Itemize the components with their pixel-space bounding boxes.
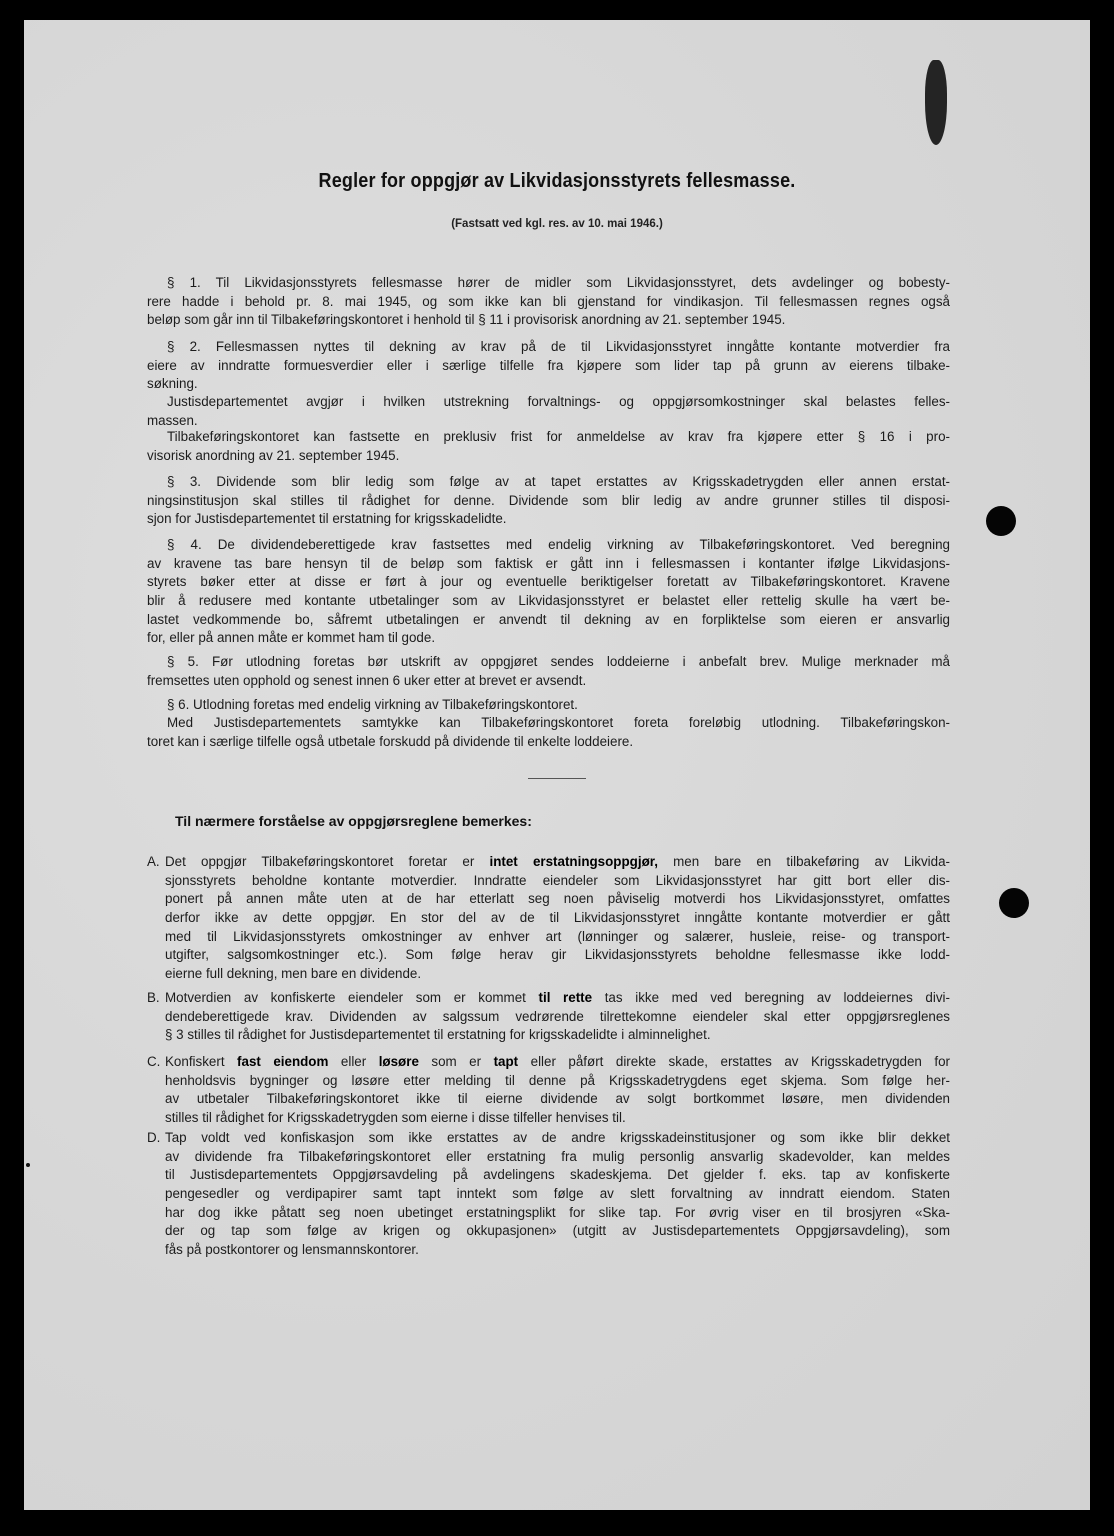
text-line: derfor ikke av dette oppgjør. En stor del av de til Likvidasjonsstyret inngåtte kontante motverdier er gått [165,910,950,926]
text-line: sjon for Justisdepartementet til erstatning for krigsskadelidte. [147,511,507,527]
paragraph [147,696,950,715]
text-segment: som er [418,1054,494,1069]
notes-heading: Til nærmere forståelse av oppgjørsreglene bemerkes: [175,813,532,829]
text-line [147,853,950,872]
text-segment: Motverdien av konfiskerte eiendeler som er kommet [165,990,539,1005]
text-line: fremsettes uten opphold og senest innen 6 uker etter at brevet er avsendt. [147,672,587,688]
text-line: henholdsvis bygninger og løsøre etter melding til denne på Krigsskadetrygdens eget skjema. Som følge her- [165,1072,950,1088]
note-item [147,989,950,1045]
text-line: styrets bøker etter at disse er ført à jour og eventuelle beriktigelser foretatt av Tilbakeføringskontoret. Kravene [147,574,950,590]
text-line: toret kan i særlige tilfelle også utbetale forskudd på dividende til enkelte loddeiere. [147,733,634,749]
text-line: eierne full dekning, men bare en dividende. [165,966,422,982]
paragraph [147,338,950,394]
separator-line [528,778,586,779]
text-line: § 6. Utlodning foretas med endelig virkning av Tilbakeføringskontoret. [167,697,578,712]
text-line: av kravene tas bare hensyn til de beløp som faktisk er gått inn i fellesmassen i kontanter ifølge Likvidasjons- [147,555,950,571]
punch-hole [986,506,1016,536]
text-line: lastet vedkommende bo, såfremt utbetalingen er anvendt til dekning av en forpliktelse som eieren er ansvarlig [147,611,950,627]
text-line: pengesedler og verdipapirer samt tapt inntekt som følge av slett forvaltning av inndratt eiendom. Staten [165,1186,950,1202]
bold-text: tapt [493,1054,519,1069]
bold-text: fast eiendom [237,1054,329,1069]
note-item [147,1053,950,1128]
text-line: for, eller på annen måte er kommet ham til gode. [147,630,436,646]
bold-text: til rette [538,990,593,1005]
text-segment: eller påført direkte skade, erstattes av Krigsskadetrygden for [518,1054,951,1069]
text-line: Justisdepartementet avgjør i hvilken utstrekning forvaltnings- og oppgjørsomkostninger skal belastes felles- [167,394,950,409]
bold-text: intet erstatningsoppgjør, [489,854,658,869]
text-segment: Konfiskert [165,1054,238,1069]
text-segment: eller [328,1054,379,1069]
text-line: Tap voldt ved konfiskasjon som ikke erstattes av de andre krigsskadeinstitusjoner og som ikke blir dekket [165,1130,950,1145]
text-line: beløp som går inn til Tilbakeføringskontoret i henhold til § 11 i provisorisk anordning av 21. september 1945. [147,312,786,328]
text-line: visorisk anordning av 21. september 1945. [147,447,400,463]
text-line: dendeberettigede krav. Dividenden av salgssum vedrørende tilrettekomne eiendeler skal etter oppgjørsreglenes [165,1008,950,1024]
paragraph [147,653,950,690]
text-line: § 4. De dividendeberettigede krav fastsettes med endelig virkning av Tilbakeføringskontoret. Ved beregning [167,537,950,552]
text-line: § 3. Dividende som blir ledig som følge av at tapet erstattes av Krigsskadetrygden eller annen erstat- [167,474,950,489]
text-segment: Det oppgjør Tilbakeføringskontoret foretar er [165,854,490,869]
text-line: § 2. Fellesmassen nyttes til dekning av krav på de til Likvidasjonsstyret inngåtte kontante motverdier fra [167,339,950,354]
paragraph [147,428,950,465]
text-segment: men bare en tilbakeføring av Likvida- [657,854,950,869]
text-line: stilles til rådighet for Krigsskadetrygden som eierne i disse tilfeller henvises til. [165,1110,626,1126]
paragraph [147,393,950,430]
note-label: A. [147,854,160,869]
note-item [147,1129,950,1260]
note-label: B. [147,990,160,1005]
paragraph [147,274,950,330]
text-line: massen. [147,412,198,428]
text-line: søkning. [147,376,198,392]
paragraph [147,536,950,648]
text-line: eiere av inndratte formuesverdier eller i særlige tilfelle fra kjøpere som lider tap på grunn av eierens tilbake- [147,357,950,373]
paragraph [147,714,950,751]
text-line: der og tap som følge av krigen og okkupasjonen» (utgitt av Justisdepartementets Oppgjørsavdeling), som [165,1223,950,1239]
text-line: blir å redusere med kontante utbetalinger som av Likvidasjonsstyret er belastet eller rettelig skulle ha vært be- [147,593,950,609]
text-line: § 3 stilles til rådighet for Justisdepartementet til erstatning for krigsskadelidte i alminnelighet. [165,1027,711,1043]
text-line: ningsinstitusjon skal stilles til rådighet for denne. Dividende som blir ledig av andre grunner stilles til disposi- [147,492,950,508]
bold-text: løsøre [378,1054,419,1069]
text-line: sjonsstyrets beholdne kontante motverdier. Inndratte eiendeler som Likvidasjonsstyret har gitt bort eller dis- [165,872,950,888]
text-line: av utbetaler Tilbakeføringskontoret ikke til eierne dividende av solgt bortkommet løsøre, men dividenden [165,1091,950,1107]
text-segment: tas ikke med ved beregning av loddeiernes divi- [592,990,950,1005]
note-label: C. [147,1054,161,1069]
text-line: fås på postkontorer og lensmannskontorer. [165,1242,419,1258]
text-line [147,989,950,1008]
text-line: Tilbakeføringskontoret kan fastsette en preklusiv frist for anmeldelse av krav fra kjøpere etter § 16 i pro- [167,429,950,444]
note-label: D. [147,1130,161,1145]
speck [26,1163,30,1167]
scanned-page [24,20,1090,1510]
text-line: ponert på annen måte uten at de har etterlatt seg noen påviselig motverdi hos Likvidasjonsstyret, omfattes [165,891,950,907]
text-line: har dog ikke påtatt seg noen ubetinget erstatningsplikt for slike tap. For øvrig viser en til brosjyren «Ska- [165,1204,950,1220]
ink-smudge [925,60,947,145]
text-line: Med Justisdepartementets samtykke kan Tilbakeføringskontoret foreta foreløbig utlodning. Tilbakeføringskon- [167,715,950,730]
text-line: utgifter, salgsomkostninger etc.). Som følge herav gir Likvidasjonsstyrets beholdne fellesmasse ikke lodd- [165,947,950,963]
text-line: til Justisdepartementets Oppgjørsavdeling på avdelingens skadeskjema. Det gjelder f. eks. tap av konfiskerte [165,1167,950,1183]
punch-hole [999,888,1029,918]
text-line: § 1. Til Likvidasjonsstyrets fellesmasse hører de midler som Likvidasjonsstyret, dets avdelinger og bobesty- [167,275,950,290]
document-title: Regler for oppgjør av Likvidasjonsstyrets fellesmasse. [318,170,796,192]
document-subtitle: (Fastsatt ved kgl. res. av 10. mai 1946.) [451,218,663,230]
text-line [147,1053,950,1072]
text-line: med til Likvidasjonsstyrets omkostninger av enhver art (lønninger og salærer, husleie, reise- og transport- [165,928,950,944]
text-line: rere hadde i behold pr. 8. mai 1945, og som ikke kan bli gjenstand for vindikasjon. Til fellesmassen regnes også [147,293,950,309]
text-line: § 5. Før utlodning foretas bør utskrift av oppgjøret sendes loddeierne i anbefalt brev. Mulige merknader må [167,654,950,669]
paragraph [147,473,950,529]
note-item [147,853,950,984]
text-line: av dividende fra Tilbakeføringskontoret eller erstatning fra mulig personlig ansvarlig skadevolder, kan meldes [165,1148,950,1164]
